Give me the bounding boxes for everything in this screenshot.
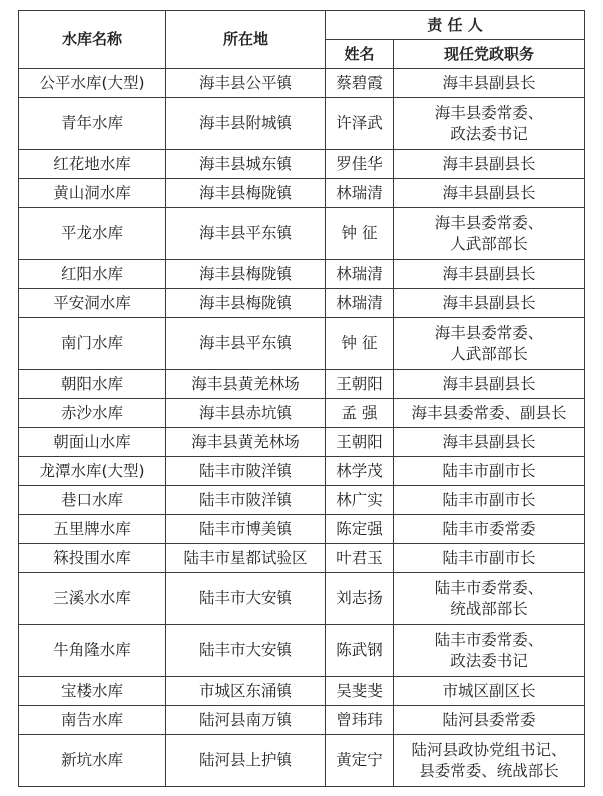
position-line: 海丰县副县长	[442, 432, 536, 451]
table-row	[19, 289, 585, 318]
reservoir-name-cell: 五里牌水库	[19, 515, 166, 544]
reservoir-name-cell: 黄山洞水库	[19, 179, 166, 208]
table-row	[19, 625, 585, 677]
position-line: 人武部部长	[450, 234, 528, 253]
position-cell	[394, 399, 585, 428]
table-row	[19, 69, 585, 98]
position-cell	[394, 677, 585, 706]
header-location: 所在地	[166, 11, 326, 69]
position-cell	[394, 289, 585, 318]
table-row	[19, 735, 585, 787]
table-row	[19, 208, 585, 260]
person-name-cell: 钟 征	[326, 318, 394, 370]
table-row	[19, 399, 585, 428]
person-name-cell: 林瑞清	[326, 179, 394, 208]
location-cell: 海丰县平东镇	[166, 318, 326, 370]
position-cell	[394, 69, 585, 98]
table-body	[19, 69, 585, 787]
location-cell: 陆丰市星都试验区	[166, 544, 326, 573]
position-line: 海丰县委常委、	[434, 213, 544, 232]
table-row	[19, 706, 585, 735]
position-line: 陆丰市委常委	[442, 519, 536, 538]
reservoir-name-cell: 红阳水库	[19, 260, 166, 289]
header-current-position: 现任党政职务	[394, 40, 585, 69]
table-row	[19, 150, 585, 179]
header-row-top	[19, 11, 585, 40]
position-cell	[394, 544, 585, 573]
person-name-cell: 曾玮玮	[326, 706, 394, 735]
header-reservoir-name: 水库名称	[19, 11, 166, 69]
reservoir-name-cell: 宝楼水库	[19, 677, 166, 706]
position-cell	[394, 706, 585, 735]
position-line: 政法委书记	[450, 124, 528, 143]
position-line: 陆河县政协党组书记、	[411, 740, 567, 759]
table-row	[19, 179, 585, 208]
position-line: 海丰县副县长	[442, 73, 536, 92]
position-cell	[394, 515, 585, 544]
person-name-cell: 林瑞清	[326, 260, 394, 289]
position-line: 陆丰市委常委、	[434, 578, 544, 597]
position-line: 陆丰市副市长	[442, 461, 536, 480]
position-line: 政法委书记	[450, 651, 528, 670]
person-name-cell: 蔡碧霞	[326, 69, 394, 98]
table-row	[19, 457, 585, 486]
table-row	[19, 486, 585, 515]
position-line: 县委常委、统战部长	[419, 761, 559, 780]
person-name-cell: 陈武钢	[326, 625, 394, 677]
location-cell: 海丰县梅陇镇	[166, 289, 326, 318]
location-cell: 海丰县梅陇镇	[166, 260, 326, 289]
position-cell	[394, 428, 585, 457]
table-row	[19, 318, 585, 370]
reservoir-name-cell: 朝面山水库	[19, 428, 166, 457]
reservoir-name-cell: 箖投围水库	[19, 544, 166, 573]
person-name-cell: 孟 强	[326, 399, 394, 428]
person-name-cell: 刘志扬	[326, 573, 394, 625]
reservoir-name-cell: 新坑水库	[19, 735, 166, 787]
person-name-cell: 叶君玉	[326, 544, 394, 573]
reservoir-name-cell: 南门水库	[19, 318, 166, 370]
reservoir-name-cell: 赤沙水库	[19, 399, 166, 428]
position-line: 统战部部长	[450, 599, 528, 618]
position-line: 海丰县副县长	[442, 264, 536, 283]
reservoir-responsibility-table-wrapper	[18, 10, 584, 787]
position-line: 海丰县副县长	[442, 293, 536, 312]
position-line: 陆河县委常委	[442, 710, 536, 729]
person-name-cell: 林广实	[326, 486, 394, 515]
person-name-cell: 黄定宁	[326, 735, 394, 787]
location-cell: 市城区东涌镇	[166, 677, 326, 706]
position-cell	[394, 457, 585, 486]
table-row	[19, 544, 585, 573]
person-name-cell: 林学茂	[326, 457, 394, 486]
reservoir-name-cell: 三溪水水库	[19, 573, 166, 625]
position-line: 陆丰市委常委、	[434, 630, 544, 649]
location-cell: 海丰县平东镇	[166, 208, 326, 260]
position-line: 海丰县副县长	[442, 183, 536, 202]
location-cell: 陆丰市大安镇	[166, 625, 326, 677]
position-line: 海丰县副县长	[442, 154, 536, 173]
position-cell	[394, 486, 585, 515]
location-cell: 陆丰市陂洋镇	[166, 457, 326, 486]
position-line: 海丰县副县长	[442, 374, 536, 393]
header-responsible-person: 责 任 人	[326, 11, 585, 40]
reservoir-responsibility-table	[18, 10, 585, 787]
position-cell	[394, 98, 585, 150]
position-line: 海丰县委常委、	[434, 323, 544, 342]
location-cell: 陆丰市陂洋镇	[166, 486, 326, 515]
position-cell	[394, 260, 585, 289]
person-name-cell: 王朝阳	[326, 428, 394, 457]
header-name: 姓名	[326, 40, 394, 69]
position-line: 陆丰市副市长	[442, 548, 536, 567]
location-cell: 海丰县公平镇	[166, 69, 326, 98]
position-cell	[394, 179, 585, 208]
position-cell	[394, 625, 585, 677]
table-row	[19, 677, 585, 706]
reservoir-name-cell: 牛角隆水库	[19, 625, 166, 677]
location-cell: 陆河县上护镇	[166, 735, 326, 787]
location-cell: 海丰县黄羌林场	[166, 428, 326, 457]
position-cell	[394, 573, 585, 625]
location-cell: 海丰县城东镇	[166, 150, 326, 179]
location-cell: 陆丰市博美镇	[166, 515, 326, 544]
location-cell: 海丰县附城镇	[166, 98, 326, 150]
reservoir-name-cell: 平龙水库	[19, 208, 166, 260]
position-cell	[394, 208, 585, 260]
person-name-cell: 罗佳华	[326, 150, 394, 179]
person-name-cell: 许泽武	[326, 98, 394, 150]
person-name-cell: 吴斐斐	[326, 677, 394, 706]
position-line: 海丰县委常委、副县长	[411, 403, 567, 422]
reservoir-name-cell: 南告水库	[19, 706, 166, 735]
position-cell	[394, 150, 585, 179]
table-row	[19, 573, 585, 625]
location-cell: 海丰县梅陇镇	[166, 179, 326, 208]
table-row	[19, 370, 585, 399]
position-line: 陆丰市副市长	[442, 490, 536, 509]
location-cell: 陆丰市大安镇	[166, 573, 326, 625]
reservoir-name-cell: 巷口水库	[19, 486, 166, 515]
position-line: 海丰县委常委、	[434, 103, 544, 122]
reservoir-name-cell: 平安洞水库	[19, 289, 166, 318]
location-cell: 陆河县南万镇	[166, 706, 326, 735]
person-name-cell: 陈定强	[326, 515, 394, 544]
reservoir-name-cell: 朝阳水库	[19, 370, 166, 399]
position-cell	[394, 370, 585, 399]
reservoir-name-cell: 青年水库	[19, 98, 166, 150]
person-name-cell: 林瑞清	[326, 289, 394, 318]
reservoir-name-cell: 龙潭水库(大型)	[19, 457, 166, 486]
table-row	[19, 260, 585, 289]
reservoir-name-cell: 红花地水库	[19, 150, 166, 179]
position-cell	[394, 318, 585, 370]
position-line: 人武部部长	[450, 344, 528, 363]
position-line: 市城区副区长	[442, 681, 536, 700]
position-cell	[394, 735, 585, 787]
reservoir-name-cell: 公平水库(大型)	[19, 69, 166, 98]
table-row	[19, 428, 585, 457]
location-cell: 海丰县黄羌林场	[166, 370, 326, 399]
person-name-cell: 钟 征	[326, 208, 394, 260]
person-name-cell: 王朝阳	[326, 370, 394, 399]
table-row	[19, 98, 585, 150]
location-cell: 海丰县赤坑镇	[166, 399, 326, 428]
table-row	[19, 515, 585, 544]
